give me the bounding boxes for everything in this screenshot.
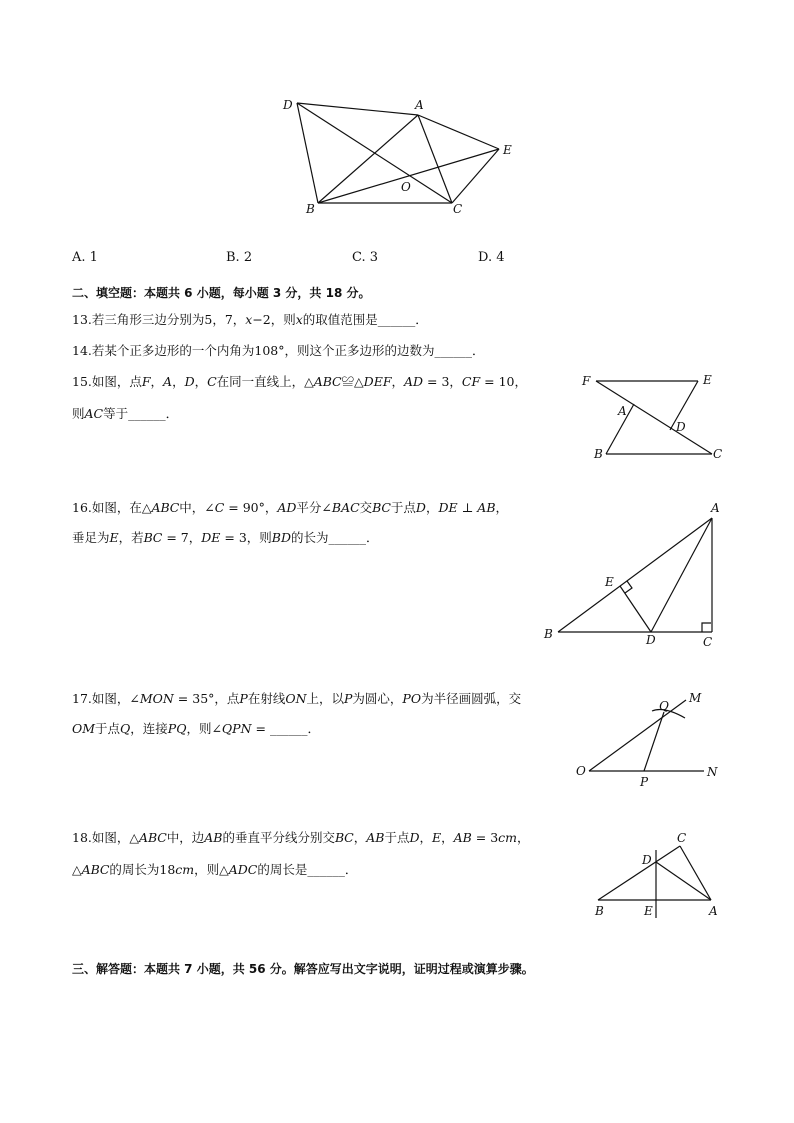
q18-label-E: E [644, 904, 653, 918]
label-B: B [306, 202, 315, 216]
option-b: B. 2 [226, 250, 253, 265]
q15-label-F: F [582, 374, 591, 388]
question-18-line2: △𝐴𝐵𝐶的周长为18𝑐𝑚，则△𝐴𝐷𝐶的周长是______． [72, 862, 358, 877]
q18-label-C: C [677, 831, 687, 845]
q16-label-A: A [711, 501, 720, 515]
q18-label-B: B [595, 904, 604, 918]
q15-label-C: C [713, 447, 723, 461]
question-16-line1: 16.如图，在△𝐴𝐵𝐶中，∠𝐶 = 90°，𝐴𝐷平分∠𝐵𝐴𝐶交𝐵𝐶于点𝐷，𝐷𝐸 ⊥ 𝐴𝐵， [72, 500, 509, 515]
question-15-line2: 则𝐴𝐶等于______． [72, 406, 179, 421]
q15-label-D: D [676, 420, 686, 434]
q17-label-P: P [640, 775, 649, 789]
label-C: C [453, 202, 463, 216]
q18-label-D: D [642, 853, 652, 867]
q15-label-A: A [618, 404, 627, 418]
q16-label-D: D [646, 633, 656, 647]
label-A: A [415, 98, 424, 112]
q18-label-A: A [709, 904, 718, 918]
option-a: A. 1 [72, 250, 98, 265]
label-O: O [401, 180, 411, 194]
section-3-title: 三、解答题：本题共 7 小题，共 56 分。解答应写出文字说明，证明过程或演算步骤。 [72, 962, 534, 976]
q17-label-O: O [576, 764, 586, 778]
question-18-line1: 18.如图，△𝐴𝐵𝐶中，边𝐴𝐵的垂直平分线分别交𝐵𝐶，𝐴𝐵于点𝐷，𝐸，𝐴𝐵 = 3𝑐𝑚， [72, 830, 530, 845]
q16-label-E: E [605, 575, 614, 589]
question-16-line2: 垂足为𝐸，若𝐵𝐶 = 7，𝐷𝐸 = 3，则𝐵𝐷的长为______． [72, 530, 379, 545]
question-17-line2: 𝑂𝑀于点𝑄，连接𝑃𝑄，则∠𝑄𝑃𝑁 = ______． [72, 721, 320, 736]
label-D: D [283, 98, 293, 112]
section-2-title: 二、填空题：本题共 6 小题，每小题 3 分，共 18 分。 [72, 286, 371, 300]
option-c: C. 3 [352, 250, 379, 265]
q15-label-E: E [703, 373, 712, 387]
question-15-line1: 15.如图，点𝐹，𝐴，𝐷，𝐶在同一直线上，△𝐴𝐵𝐶≌△𝐷𝐸𝐹，𝐴𝐷 = 3，𝐶𝐹 = 10， [72, 374, 527, 389]
question-14: 14.若某个正多边形的一个内角为108°，则这个正多边形的边数为______． [72, 343, 485, 358]
q16-label-C: C [703, 635, 713, 649]
q16-label-B: B [544, 627, 553, 641]
label-E: E [503, 143, 512, 157]
q17-label-N: N [707, 765, 718, 779]
q17-label-M: M [689, 691, 702, 705]
option-d: D. 4 [478, 250, 505, 265]
question-13: 13.若三角形三边分别为5，7，𝑥−2，则𝑥的取值范围是______． [72, 312, 428, 327]
question-17-line1: 17.如图，∠𝑀𝑂𝑁 = 35°，点𝑃在射线𝑂𝑁上，以𝑃为圆心，𝑃𝑂为半径画圆弧，交 [72, 691, 522, 706]
q15-label-B: B [594, 447, 603, 461]
q17-label-Q: Q [659, 699, 669, 713]
